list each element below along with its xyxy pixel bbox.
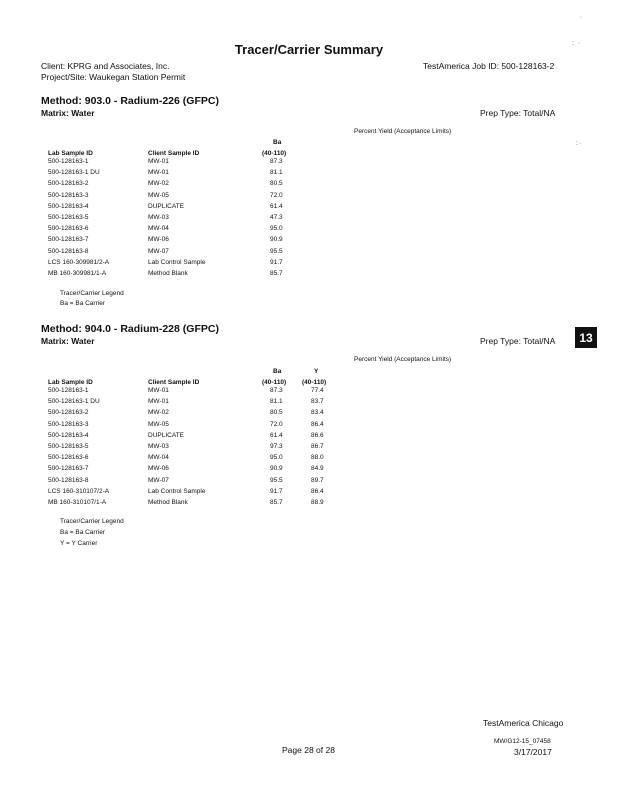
col-ba-904: Ba bbox=[273, 368, 282, 375]
lab-sample-id: 500-128163-5 bbox=[48, 214, 89, 221]
client-sample-id: MW-02 bbox=[148, 180, 169, 188]
lab-sample-id: MB 160-309981/1-A bbox=[48, 270, 107, 277]
lab-sample-id: 500-128163-8 bbox=[48, 247, 89, 255]
col-client-sample-id-904: Client Sample ID bbox=[148, 379, 200, 386]
table-row bbox=[0, 158, 618, 169]
ba-yield: 80.5 bbox=[270, 180, 283, 188]
lab-sample-id: 500-128163-1 bbox=[48, 158, 89, 165]
ba-yield: 95.5 bbox=[270, 247, 283, 255]
y-yield: 89.7 bbox=[311, 476, 324, 484]
client-sample-id: MW-01 bbox=[148, 387, 169, 394]
client-sample-id: MW-01 bbox=[148, 398, 169, 406]
client-sample-id: MW-05 bbox=[148, 191, 169, 199]
section-tab-badge: 13 bbox=[575, 327, 597, 348]
lab-sample-id: 500-128163-1 DU bbox=[48, 169, 100, 177]
method-title-903: Method: 903.0 - Radium-226 (GFPC) bbox=[41, 95, 219, 107]
table-row bbox=[0, 409, 618, 420]
y-yield: 88.0 bbox=[311, 454, 324, 462]
ba-yield: 47.3 bbox=[270, 214, 283, 221]
client-sample-id: MW-03 bbox=[148, 443, 169, 450]
lab-sample-id: 500-128163-2 bbox=[48, 409, 89, 417]
table-row bbox=[0, 180, 618, 191]
ba-yield: 87.3 bbox=[270, 387, 283, 394]
table-row bbox=[0, 214, 618, 225]
matrix-label-903: Matrix: Water bbox=[41, 108, 95, 118]
ba-yield: 97.3 bbox=[270, 443, 283, 450]
client-sample-id: MW-01 bbox=[148, 158, 169, 165]
lab-sample-id: LCS 160-309981/2-A bbox=[48, 258, 110, 266]
table-row bbox=[0, 443, 618, 454]
project-site: Project/Site: Waukegan Station Permit bbox=[41, 72, 186, 82]
lab-sample-id: 500-128163-6 bbox=[48, 225, 89, 233]
table-row bbox=[0, 488, 618, 499]
y-yield: 88.9 bbox=[311, 499, 324, 506]
lab-sample-id: 500-128163-4 bbox=[48, 431, 89, 439]
client-sample-id: MW-05 bbox=[148, 420, 169, 428]
job-id: TestAmerica Job ID: 500-128163-2 bbox=[423, 61, 555, 71]
client-sample-id: MW-02 bbox=[148, 409, 169, 417]
legend-title-903: Tracer/Carrier Legend bbox=[60, 290, 124, 297]
client-sample-id: MW-03 bbox=[148, 214, 169, 221]
col-ba-limits-903: (40-110) bbox=[262, 150, 287, 157]
y-yield: 83.4 bbox=[311, 409, 324, 417]
ba-yield: 87.3 bbox=[270, 158, 283, 165]
lab-sample-id: 500-128163-8 bbox=[48, 476, 89, 484]
col-lab-sample-id-903: Lab Sample ID bbox=[48, 150, 93, 157]
lab-sample-id: 500-128163-3 bbox=[48, 191, 89, 199]
lab-sample-id: 500-128163-3 bbox=[48, 420, 89, 428]
ba-yield: 91.7 bbox=[270, 487, 283, 495]
col-y-limits-904: (40-110) bbox=[302, 379, 327, 386]
ba-yield: 85.7 bbox=[270, 270, 283, 277]
table-row bbox=[0, 421, 618, 432]
lab-sample-id: 500-128163-1 bbox=[48, 387, 89, 394]
ba-yield: 95.5 bbox=[270, 476, 283, 484]
prep-type-903: Prep Type: Total/NA bbox=[480, 108, 556, 118]
y-yield: 86.6 bbox=[311, 431, 324, 439]
lab-sample-id: 500-128163-2 bbox=[48, 180, 89, 188]
ba-yield: 90.9 bbox=[270, 236, 283, 244]
ba-yield: 72.0 bbox=[270, 191, 283, 199]
y-yield: 86.7 bbox=[311, 443, 324, 450]
table-row bbox=[0, 454, 618, 465]
y-yield: 84.9 bbox=[311, 465, 324, 473]
lab-sample-id: 500-128163-7 bbox=[48, 465, 89, 473]
scan-mark: :· bbox=[576, 140, 583, 147]
col-ba-903: Ba bbox=[273, 139, 282, 146]
ba-yield: 95.0 bbox=[270, 454, 283, 462]
table-row bbox=[0, 192, 618, 203]
percent-yield-header-904: Percent Yield (Acceptance Limits) bbox=[354, 356, 452, 363]
matrix-label-904: Matrix: Water bbox=[41, 336, 95, 346]
client-sample-id: MW-04 bbox=[148, 225, 169, 233]
ba-yield: 81.1 bbox=[270, 169, 283, 177]
table-row bbox=[0, 432, 618, 443]
footer-lab-name: TestAmerica Chicago bbox=[483, 718, 564, 728]
col-ba-limits-904: (40-110) bbox=[262, 379, 287, 386]
ba-yield: 61.4 bbox=[270, 431, 283, 439]
table-row bbox=[0, 259, 618, 270]
col-y-904: Y bbox=[314, 368, 319, 375]
lab-sample-id: 500-128163-6 bbox=[48, 454, 89, 462]
lab-sample-id: 500-128163-4 bbox=[48, 202, 89, 210]
lab-sample-id: 500-128163-7 bbox=[48, 236, 89, 244]
table-row bbox=[0, 203, 618, 214]
legend-title-904: Tracer/Carrier Legend bbox=[60, 518, 124, 525]
col-client-sample-id-903: Client Sample ID bbox=[148, 150, 200, 157]
col-lab-sample-id-904: Lab Sample ID bbox=[48, 379, 93, 386]
ba-yield: 61.4 bbox=[270, 202, 283, 210]
client-sample-id: MW-06 bbox=[148, 236, 169, 244]
legend-item-904-ba: Ba = Ba Carrier bbox=[60, 529, 105, 536]
client-sample-id: DUPLICATE bbox=[148, 202, 184, 210]
client-sample-id: MW-01 bbox=[148, 169, 169, 177]
ba-yield: 80.5 bbox=[270, 409, 283, 417]
ba-yield: 81.1 bbox=[270, 398, 283, 406]
ba-yield: 72.0 bbox=[270, 420, 283, 428]
table-row bbox=[0, 387, 618, 398]
client-sample-id: Method Blank bbox=[148, 270, 188, 277]
table-row bbox=[0, 169, 618, 180]
client-name: Client: KPRG and Associates, Inc. bbox=[41, 61, 170, 71]
table-row bbox=[0, 477, 618, 488]
client-sample-id: MW-04 bbox=[148, 454, 169, 462]
table-row bbox=[0, 499, 618, 510]
page-number: Page 28 of 28 bbox=[282, 745, 335, 755]
client-sample-id: Method Blank bbox=[148, 499, 188, 506]
client-sample-id: MW-06 bbox=[148, 465, 169, 473]
client-sample-id: Lab Control Sample bbox=[148, 487, 206, 495]
ba-yield: 85.7 bbox=[270, 499, 283, 506]
table-row bbox=[0, 236, 618, 247]
y-yield: 77.4 bbox=[311, 387, 324, 394]
y-yield: 86.4 bbox=[311, 487, 324, 495]
table-row bbox=[0, 270, 618, 281]
legend-item-904-y: Y = Y Carrier bbox=[60, 540, 98, 547]
y-yield: 83.7 bbox=[311, 398, 324, 406]
footer-date: 3/17/2017 bbox=[514, 747, 552, 757]
ba-yield: 90.9 bbox=[270, 465, 283, 473]
table-row bbox=[0, 465, 618, 476]
lab-sample-id: 500-128163-5 bbox=[48, 443, 89, 450]
client-sample-id: DUPLICATE bbox=[148, 431, 184, 439]
lab-sample-id: LCS 160-310107/2-A bbox=[48, 487, 110, 495]
table-row bbox=[0, 248, 618, 259]
y-yield: 86.4 bbox=[311, 420, 324, 428]
method-title-904: Method: 904.0 - Radium-228 (GFPC) bbox=[41, 323, 219, 335]
ba-yield: 91.7 bbox=[270, 258, 283, 266]
lab-sample-id: 500-128163-1 DU bbox=[48, 398, 100, 406]
ba-yield: 95.0 bbox=[270, 225, 283, 233]
percent-yield-header-903: Percent Yield (Acceptance Limits) bbox=[354, 128, 452, 135]
footer-doc-code: MW/G12-15_07458 bbox=[494, 738, 551, 745]
client-sample-id: Lab Control Sample bbox=[148, 258, 206, 266]
prep-type-904: Prep Type: Total/NA bbox=[480, 336, 556, 346]
table-row bbox=[0, 225, 618, 236]
lab-sample-id: MB 160-310107/1-A bbox=[48, 499, 107, 506]
legend-item-903-ba: Ba = Ba Carrier bbox=[60, 300, 105, 307]
page-title: Tracer/Carrier Summary bbox=[234, 42, 384, 57]
table-row bbox=[0, 398, 618, 409]
client-sample-id: MW-07 bbox=[148, 247, 169, 255]
client-sample-id: MW-07 bbox=[148, 476, 169, 484]
scan-mark: : · bbox=[572, 40, 582, 47]
scan-mark: . bbox=[580, 14, 583, 20]
